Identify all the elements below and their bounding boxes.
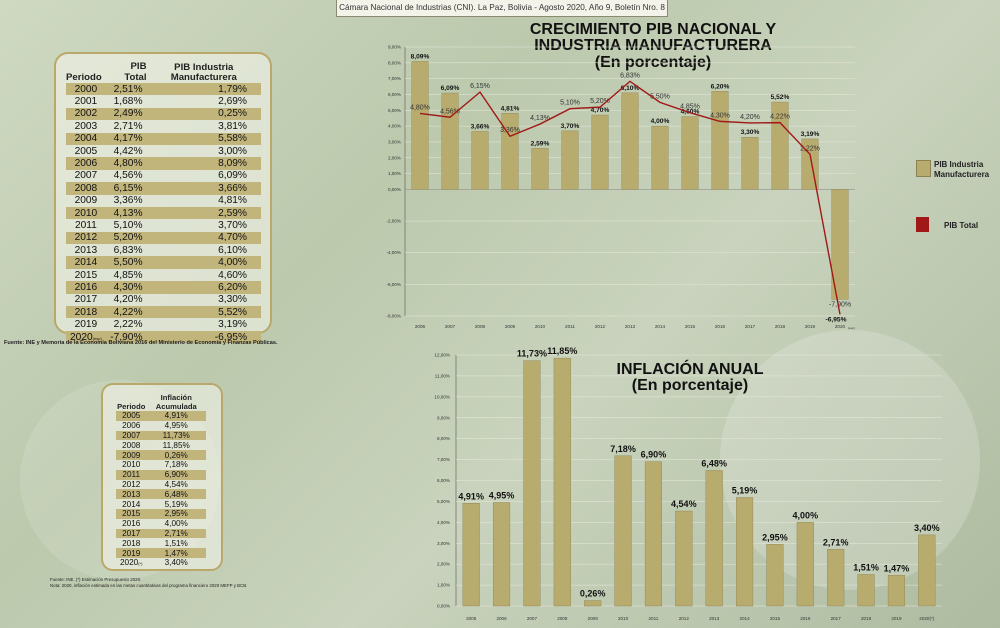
line-data-label: 5,50% — [650, 93, 670, 101]
bar — [918, 535, 935, 606]
bar-data-label: 3,70% — [560, 122, 580, 130]
bar — [682, 117, 699, 190]
cell-pib-total: 4,85% — [113, 269, 143, 281]
y-tick-label: 9,00% — [387, 44, 401, 50]
bar-data-label: 1,51% — [853, 562, 879, 573]
bar — [502, 113, 519, 189]
x-tick-label: 2013 — [624, 324, 636, 329]
bar-data-label: 3,30% — [740, 129, 760, 137]
line-data-label: 2,22% — [800, 145, 820, 153]
pib-source-note: Fuente: INE y Memoria de la Economía Boliviana 2016 del Ministerio de Economía y Finanzas Públicas. — [4, 340, 278, 346]
y-tick-label: 1,00% — [387, 171, 401, 177]
bar-data-label: 3,66% — [470, 123, 490, 131]
y-tick-label: 5,00% — [436, 498, 450, 504]
line-data-label: 4,56% — [440, 108, 460, 116]
cell-period: 2017 — [74, 294, 98, 306]
y-tick-label: 3,00% — [387, 139, 401, 145]
cell-pib-total: 2,51% — [106, 83, 147, 95]
bar — [712, 91, 729, 189]
x-tick-label: 2009 — [504, 324, 516, 329]
x-tick-label: 2010 — [617, 616, 629, 621]
x-tick-label: 2010 — [534, 324, 546, 329]
cell-period: 2020(esp) — [66, 331, 106, 343]
bar-data-label: 0,26% — [579, 588, 606, 599]
line-data-label: 6,15% — [470, 83, 490, 91]
cell-pib-industria: 3,30% — [218, 294, 247, 306]
cell-pib-industria: 4,70% — [147, 232, 261, 244]
y-tick-label: 11,00% — [434, 373, 450, 379]
bar-data-label: 3,40% — [914, 522, 940, 533]
cell-period: 2011 — [116, 470, 146, 480]
x-tick-suffix: (esp) — [848, 326, 855, 330]
cell-period: 2004 — [66, 133, 106, 145]
x-tick-label: 2020(*) — [919, 616, 935, 621]
x-tick-label: 2006 — [496, 616, 507, 621]
cell-period: 2006 — [122, 421, 141, 431]
bar — [797, 522, 814, 606]
cell-period: 2015 — [74, 269, 98, 281]
cell-pib-industria: 5,58% — [147, 133, 261, 145]
cell-pib-total: 4,22% — [106, 306, 147, 318]
bar-data-label: 5,52% — [770, 94, 790, 102]
cell-period: 2016 — [66, 281, 106, 293]
y-tick-label: 10,00% — [434, 394, 450, 400]
cell-period: 2014 — [122, 499, 141, 509]
x-tick-label: 2015 — [769, 616, 781, 621]
cell-pib-total: 1,68% — [113, 96, 143, 108]
y-tick-label: 6,00% — [436, 478, 450, 483]
cell-pib-total: 6,83% — [113, 244, 143, 256]
cell-pib-industria: 8,09% — [147, 157, 261, 169]
bar-data-label: 11,85% — [547, 346, 578, 357]
bar — [888, 575, 905, 606]
bar — [532, 148, 549, 189]
y-tick-label: 4,00% — [387, 123, 401, 129]
x-tick-label: 2014 — [654, 324, 666, 329]
col-header-pib-total: PIB Total — [124, 61, 147, 83]
cell-pib-industria: 3,70% — [218, 219, 247, 231]
cell-period: 2006 — [66, 157, 106, 169]
pib-chart-title-text: CRECIMIENTO PIB NACIONAL Y INDUSTRIA MANUFACTURERA — [529, 21, 777, 55]
x-tick-label: 2017 — [744, 324, 756, 329]
bar-data-label: 2,95% — [762, 532, 788, 543]
x-tick-label: 2008 — [557, 616, 568, 621]
x-tick-label: 2014 — [739, 616, 750, 621]
bar-data-label: 4,95% — [488, 490, 515, 501]
y-tick-label: 8,00% — [436, 436, 450, 442]
cell-pib-industria: 2,59% — [147, 207, 261, 219]
inflation-chart-title-text: INFLACIÓN ANUAL — [616, 361, 764, 378]
cell-period: 2005 — [74, 145, 98, 157]
cell-pib-total: 3,36% — [113, 195, 143, 207]
x-tick-label: 2016 — [714, 324, 726, 329]
y-tick-label: 7,00% — [436, 457, 450, 463]
pib-chart-subtitle: (En porcentaje) — [594, 53, 712, 71]
cell-inflation: 6,48% — [146, 489, 206, 499]
col-header-pib-industria: PIB Industria Manufacturera — [170, 62, 237, 83]
cell-pib-industria: 4,81% — [218, 195, 247, 207]
y-tick-label: -2,00% — [386, 218, 401, 224]
cell-period: 2003 — [74, 120, 98, 132]
x-tick-label: 2019 — [804, 324, 816, 329]
cell-pib-total: 4,17% — [106, 133, 147, 145]
cell-inflation: 2,71% — [146, 529, 206, 539]
bar — [463, 503, 480, 606]
bar-data-label: 6,20% — [710, 83, 730, 91]
bar-data-label: 6,90% — [640, 449, 667, 460]
cell-period: 2007 — [74, 170, 98, 182]
cell-period: 2015 — [116, 509, 146, 519]
cell-period: 2020(*) — [120, 558, 143, 568]
y-tick-label: 5,00% — [387, 107, 401, 113]
cell-pib-industria: 2,69% — [218, 96, 247, 108]
x-tick-label: 2005 — [466, 616, 477, 621]
cell-period: 2010 — [122, 460, 141, 470]
bar — [767, 544, 784, 606]
y-tick-label: 1,00% — [436, 582, 450, 588]
line-data-label: 4,22% — [770, 113, 790, 121]
bar — [645, 462, 662, 606]
bar-data-label: 4,60% — [680, 108, 700, 116]
cell-inflation: 0,26% — [146, 450, 206, 460]
cell-period: 2001 — [74, 96, 98, 108]
cell-period: 2019 — [74, 319, 98, 331]
line-data-label: 5,20% — [590, 98, 610, 106]
y-tick-label: 9,00% — [436, 415, 450, 421]
cell-inflation: 4,00% — [164, 519, 188, 529]
cell-period: 2017 — [116, 529, 146, 539]
inflation-footnote: Nota: 2020, inflación estimada en las metas cuantitativas del programa financiero 2020 MEFP y BCB. — [50, 583, 248, 588]
cell-inflation: 3,40% — [164, 558, 188, 568]
cell-pib-total: 4,80% — [106, 157, 147, 169]
x-tick-label: 2017 — [830, 616, 841, 621]
x-tick-label: 2019 — [891, 616, 902, 621]
bar — [524, 361, 541, 606]
cell-period: 2002 — [66, 108, 106, 120]
cell-pib-total: 4,42% — [113, 145, 143, 157]
x-tick-label: 2018 — [860, 616, 872, 621]
cell-pib-industria: 6,20% — [147, 281, 261, 293]
line-data-label: 4,80% — [410, 104, 430, 112]
x-tick-label: 2015 — [684, 324, 696, 329]
cell-pib-total: 4,20% — [113, 294, 143, 306]
page-header: Cámara Nacional de Industrias (CNI). La Paz, Bolivia - Agosto 2020, Año 9, Boletín Nro. 8 — [336, 0, 668, 17]
legend-label-industria: PIB Industria Manufacturera — [934, 160, 990, 179]
cell-pib-industria: 0,25% — [147, 108, 261, 120]
y-tick-label: 4,00% — [436, 519, 450, 525]
bar — [827, 549, 844, 606]
bar-data-label: 4,54% — [671, 499, 697, 510]
cell-period: 2016 — [122, 519, 141, 529]
x-tick-label: 2007 — [444, 324, 456, 329]
bar — [742, 137, 759, 189]
bar-data-label: 6,09% — [440, 85, 460, 93]
y-tick-label: 2,00% — [387, 155, 401, 161]
cell-pib-total: 4,30% — [106, 281, 147, 293]
bar-data-label: 3,19% — [800, 130, 820, 138]
x-tick-label: 2011 — [565, 324, 575, 329]
bar — [554, 358, 571, 606]
y-tick-label: -4,00% — [386, 250, 401, 256]
x-tick-label: 2006 — [414, 324, 426, 329]
cell-period: 2013 — [116, 489, 146, 499]
bar-data-label: -6,95% — [825, 316, 847, 324]
bar — [622, 93, 639, 190]
y-tick-label: -6,00% — [386, 281, 401, 287]
y-tick-label: 12,00% — [434, 352, 450, 358]
cell-period: 2011 — [74, 219, 97, 231]
cell-period: 2012 — [66, 232, 106, 244]
cell-period: 2010 — [66, 207, 106, 219]
cell-period: 2018 — [66, 306, 106, 318]
y-tick-label: -8,00% — [386, 313, 401, 319]
bar-data-label: 8,09% — [410, 53, 430, 61]
cell-inflation: 6,90% — [146, 470, 206, 480]
cell-pib-industria: 5,52% — [147, 306, 261, 318]
bar-data-label: 6,48% — [701, 458, 727, 469]
line-data-label: 4,85% — [680, 103, 700, 111]
cell-inflation: 4,54% — [164, 479, 188, 489]
y-tick-label: 0,00% — [436, 603, 450, 609]
y-tick-label: 3,00% — [436, 540, 450, 546]
bar — [858, 574, 875, 606]
x-tick-label: 2016 — [800, 616, 811, 621]
cell-period: 2005 — [116, 411, 146, 421]
x-tick-label: 2008 — [474, 324, 486, 329]
line-data-label: 5,10% — [560, 99, 580, 107]
cell-pib-total: 5,10% — [113, 219, 143, 231]
col-header-inflacion: Inflación Acumulada — [155, 393, 197, 411]
x-tick-label: 2013 — [709, 616, 720, 621]
y-tick-label: 8,00% — [387, 60, 401, 66]
cell-period: 2009 — [116, 450, 146, 460]
bar — [615, 456, 632, 606]
bar-data-label: 4,91% — [458, 491, 484, 502]
cell-pib-industria: 1,79% — [147, 83, 261, 95]
inflation-chart-subtitle: (En porcentaje) — [631, 377, 749, 395]
cell-pib-total: 5,50% — [106, 256, 147, 268]
bar-data-label: 4,81% — [500, 105, 520, 113]
x-tick-label: 2012 — [678, 616, 689, 621]
y-tick-label: 6,00% — [387, 91, 401, 97]
inflation-source-note: Fuente: INE. (*) Estimación Presupuesto 2020. — [50, 577, 142, 582]
col-header-period: Periodo — [66, 72, 102, 83]
bar-data-label: 7,18% — [610, 443, 636, 454]
line-data-label: -7,90% — [828, 301, 852, 309]
cell-pib-industria: 4,00% — [147, 256, 261, 268]
cell-inflation: 2,95% — [146, 509, 206, 519]
cell-period: 2014 — [66, 256, 106, 268]
bar-data-label: 4,00% — [792, 510, 819, 521]
cell-inflation: 7,18% — [164, 460, 188, 470]
bar — [493, 502, 510, 606]
cell-inflation: 4,91% — [146, 411, 206, 421]
bar — [412, 61, 429, 189]
bar — [592, 115, 609, 189]
cell-period: 2007 — [116, 431, 146, 441]
cell-pib-total: 2,49% — [106, 108, 147, 120]
cell-period: 2019 — [116, 548, 146, 558]
cell-pib-total: 4,56% — [113, 170, 143, 182]
bar — [736, 497, 753, 606]
cell-inflation: 4,95% — [164, 421, 188, 431]
x-tick-label: 2012 — [594, 324, 606, 329]
x-tick-label: 2011 — [648, 616, 659, 621]
bar — [706, 470, 723, 606]
cell-inflation: 1,47% — [146, 548, 206, 558]
y-tick-label: 2,00% — [436, 561, 450, 567]
bar-data-label: 2,71% — [822, 537, 849, 548]
cell-pib-industria: 3,19% — [218, 319, 247, 331]
cell-pib-total: 2,71% — [113, 120, 143, 132]
y-tick-label: 0,00% — [387, 186, 401, 192]
line-data-label: 4,30% — [710, 112, 730, 120]
bar-data-label: 11,73% — [516, 348, 547, 359]
x-tick-label: 2018 — [774, 324, 786, 329]
line-data-label: 4,13% — [530, 115, 550, 123]
cell-pib-industria: 6,09% — [218, 170, 247, 182]
cell-pib-industria: 3,66% — [147, 182, 261, 194]
cell-pib-total: 2,22% — [113, 319, 143, 331]
bar — [472, 131, 489, 189]
cell-pib-industria: 3,00% — [218, 145, 247, 157]
bar — [562, 131, 579, 190]
line-data-label: 4,20% — [740, 113, 760, 121]
col-header-periodo: Periodo — [117, 402, 146, 411]
cell-pib-total: -7,90% — [106, 331, 147, 343]
y-tick-label: 7,00% — [387, 76, 401, 82]
cell-pib-total: 4,13% — [106, 207, 147, 219]
bar — [584, 601, 601, 606]
cell-period: 2013 — [74, 244, 98, 256]
cell-pib-industria: 6,10% — [218, 244, 247, 256]
cell-pib-industria: 4,60% — [218, 269, 247, 281]
cell-pib-total: 6,15% — [106, 182, 147, 194]
line-data-label: 3,36% — [500, 127, 520, 135]
x-tick-label: 2009 — [587, 616, 598, 621]
cell-period: 2000 — [66, 83, 106, 95]
cell-inflation: 11,85% — [162, 440, 190, 450]
bar — [652, 126, 669, 189]
legend-label-pib-total: PIB Total — [944, 221, 979, 230]
x-tick-label: 2007 — [526, 616, 538, 621]
cell-period: 2012 — [122, 479, 141, 489]
bar-data-label: 5,19% — [731, 485, 758, 496]
cell-period: 2018 — [122, 538, 141, 548]
cell-inflation: 1,51% — [164, 538, 188, 548]
cell-pib-industria: 3,81% — [218, 120, 247, 132]
bar-data-label: 4,70% — [590, 107, 610, 115]
cell-pib-industria: -6,95% — [147, 331, 261, 343]
cell-period: 2009 — [74, 195, 98, 207]
cell-inflation: 11,73% — [146, 431, 206, 441]
cell-pib-total: 5,20% — [106, 232, 147, 244]
cell-period: 2008 — [66, 182, 106, 194]
bar — [675, 511, 692, 606]
bar-data-label: 1,47% — [883, 563, 910, 574]
bar-data-label: 2,59% — [530, 140, 550, 148]
x-tick-label: 2020 — [834, 324, 846, 329]
line-data-label: 6,83% — [620, 72, 640, 80]
bar-data-label: 6,10% — [620, 84, 640, 92]
cell-inflation: 5,19% — [164, 499, 188, 509]
cell-period: 2008 — [122, 440, 141, 450]
bar-data-label: 4,00% — [650, 118, 670, 126]
